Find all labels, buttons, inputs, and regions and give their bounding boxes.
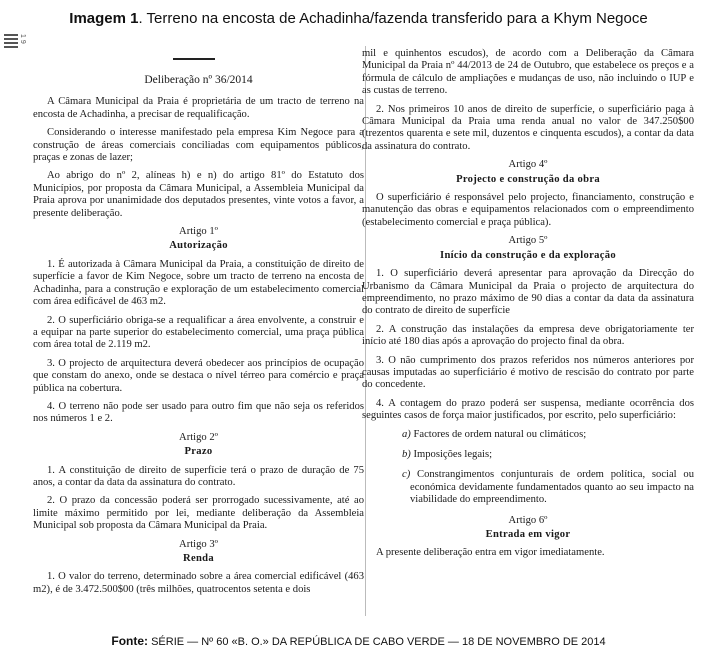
article-2-para-2: 2. O prazo da concessão poderá ser prorrogado sucessivamente, até ao limite máximo permitido por lei, mediante deliberação da Assembleia Municipal sob proposta da Câmara Municipal da Praia.: [33, 495, 364, 532]
article-3-para-1: 1. O valor do terreno, determinado sobre a área comercial edificável (463 m2), é de 3.472.500$00 (três milhões, quatrocentos setenta e dois: [33, 571, 364, 595]
article-4-para-1: O superficiário é responsável pelo projecto, financiamento, construção e manutenção das obras e equipamentos relacionados com o empreendimento (estabelecimento comercial e praça pública).: [362, 192, 694, 228]
article-5-number: Artigo 5º: [508, 235, 548, 247]
list-item-a-key: a): [402, 428, 411, 440]
article-1-number: Artigo 1º: [179, 226, 218, 238]
left-column: [33, 48, 364, 602]
article-1-para-1: 1. É autorizada à Câmara Municipal da Praia, a constituição de direito de superfície a favor de Kim Negoce, sobre um tracto de terreno na encosta de Achadinha, para a construção e exploração de um estabelecimento comercial com área edificável de 463 m2.: [33, 258, 364, 308]
article-4-heading: Projecto e construção da obra: [456, 173, 600, 185]
article-2-number: Artigo 2º: [179, 431, 218, 443]
article-1-heading: Autorização: [169, 240, 228, 252]
article-6-heading: Entrada em vigor: [485, 529, 571, 540]
article-3-para-1-continued: mil e quinhentos escudos), de acordo com a Deliberação da Câmara Municipal da Praia nº 44/2013 de 24 de Outubro, que estabelece os preços e a fórmula de cálculo de ampliações e mudanças de uso, não incluindo o IUP e as custas de terreno.: [362, 48, 694, 97]
list-item-b: [362, 449, 694, 461]
page-marker: [4, 34, 26, 50]
list-item-c: [362, 469, 694, 506]
article-5-para-2: 2. A construção das instalações da empresa deve obrigatoriamente ter início até 180 dias após a aprovação do projecto final da obra.: [362, 323, 694, 348]
article-5-heading: Início da construção e da exploração: [440, 249, 616, 261]
article-3-para-2: 2. Nos primeiros 10 anos de direito de superfície, o superficiário paga à Câmara Municipal da Praia uma renda anual no valor de 347.250$00 (trezentos quarenta e sete mil, duzentos e cinquenta escudos), a contar da data da assinatura do contrato.: [362, 103, 694, 152]
list-item-b-key: b): [402, 448, 411, 460]
list-item-c-key: c): [402, 469, 411, 481]
article-1-para-3: 3. O projecto de arquitectura deverá obedecer aos princípios de ocupação que constam do anexo, onde se destaca o nível térreo para comércio e praça pública na cobertura.: [33, 357, 364, 394]
footer-label: Fonte:: [111, 634, 149, 648]
figure-caption: [0, 10, 717, 27]
article-4-number: Artigo 4º: [508, 159, 548, 171]
article-1-para-4: 4. O terreno não pode ser usado para outro fim que não seja os referidos nos números 1 e 2.: [33, 400, 364, 425]
footer-text: SÉRIE — Nº 60 «B. O.» DA REPÚBLICA DE CABO VERDE — 18 DE NOVEMBRO DE 2014: [148, 636, 606, 648]
article-5-para-3: 3. O não cumprimento dos prazos referidos nos números anteriores por causas imputadas ao superficiário é motivo de rescisão do contrato por parte do concedente.: [362, 354, 694, 391]
caption-text: . Terreno na encosta de Achadinha/fazenda transferido para a Khym Negoce: [138, 10, 648, 27]
intro-paragraph-2: Considerando o interesse manifestado pela empresa Kim Negoce para a construção de áreas comerciais conciliadas com equipamentos públicos, praças e zonas de lazer;: [33, 127, 364, 164]
article-2-para-1: 1. A constituição de direito de superfície terá o prazo de duração de 75 anos, a contar da data da assinatura do contrato.: [33, 464, 364, 488]
article-6-number: Artigo 6º: [508, 514, 548, 526]
list-item-a-text: Factores de ordem natural ou climáticos;: [410, 428, 587, 440]
marker-bars-icon: [4, 34, 18, 50]
right-column: [362, 48, 694, 566]
list-item-b-text: Imposições legais;: [410, 448, 493, 460]
caption-label: Imagem 1: [69, 10, 139, 27]
list-item-c-text: Constrangimentos conjunturais de ordem política, social ou económica devidamente fundamentados quanto ao seu impacto na viabilidade do empreendimento.: [410, 469, 694, 506]
article-5-para-4: 4. A contagem do prazo poderá ser suspensa, mediante ocorrência dos seguintes casos de força maior justificados, por escrito, pelo superficiário:: [362, 397, 694, 422]
intro-paragraph-3: Ao abrigo do nº 2, alíneas h) e n) do artigo 81º do Estatuto dos Municípios, por proposta da Câmara Municipal, a Assembleia Municipal da Praia aprova por unanimidade dos deputados presentes, vinte votos a favor, a presente deliberação.: [33, 170, 364, 219]
article-3-heading: Renda: [183, 553, 214, 564]
intro-paragraph-1: A Câmara Municipal da Praia é proprietária de um tracto de terreno na encosta de Achadinha, a precisar de requalificação.: [33, 96, 364, 120]
article-2-heading: Prazo: [184, 446, 213, 458]
article-6-para-1: A presente deliberação entra em vigor imediatamente.: [376, 547, 605, 559]
article-3-number: Artigo 3º: [179, 538, 218, 550]
list-item-a: [362, 429, 694, 441]
page-marker-number: 1 9: [19, 34, 26, 44]
source-footer: [0, 634, 717, 648]
article-1-para-2: 2. O superficiário obriga-se a requalificar a área envolvente, a construir e a equipar na parte superior do estabelecimento comercial, uma praça pública com área total de 2.119 m2.: [33, 314, 364, 351]
deliberation-title: Deliberação nº 36/2014: [144, 74, 253, 86]
article-5-para-1: 1. O superficiário deverá apresentar para aprovação da Direcção do Urbanismo da Câmara Municipal da Praia o projecto de arquitectura do empreendimento, no prazo máximo de 90 dias a contar da data da assinatura do contrato de direito de superfície: [362, 268, 694, 317]
